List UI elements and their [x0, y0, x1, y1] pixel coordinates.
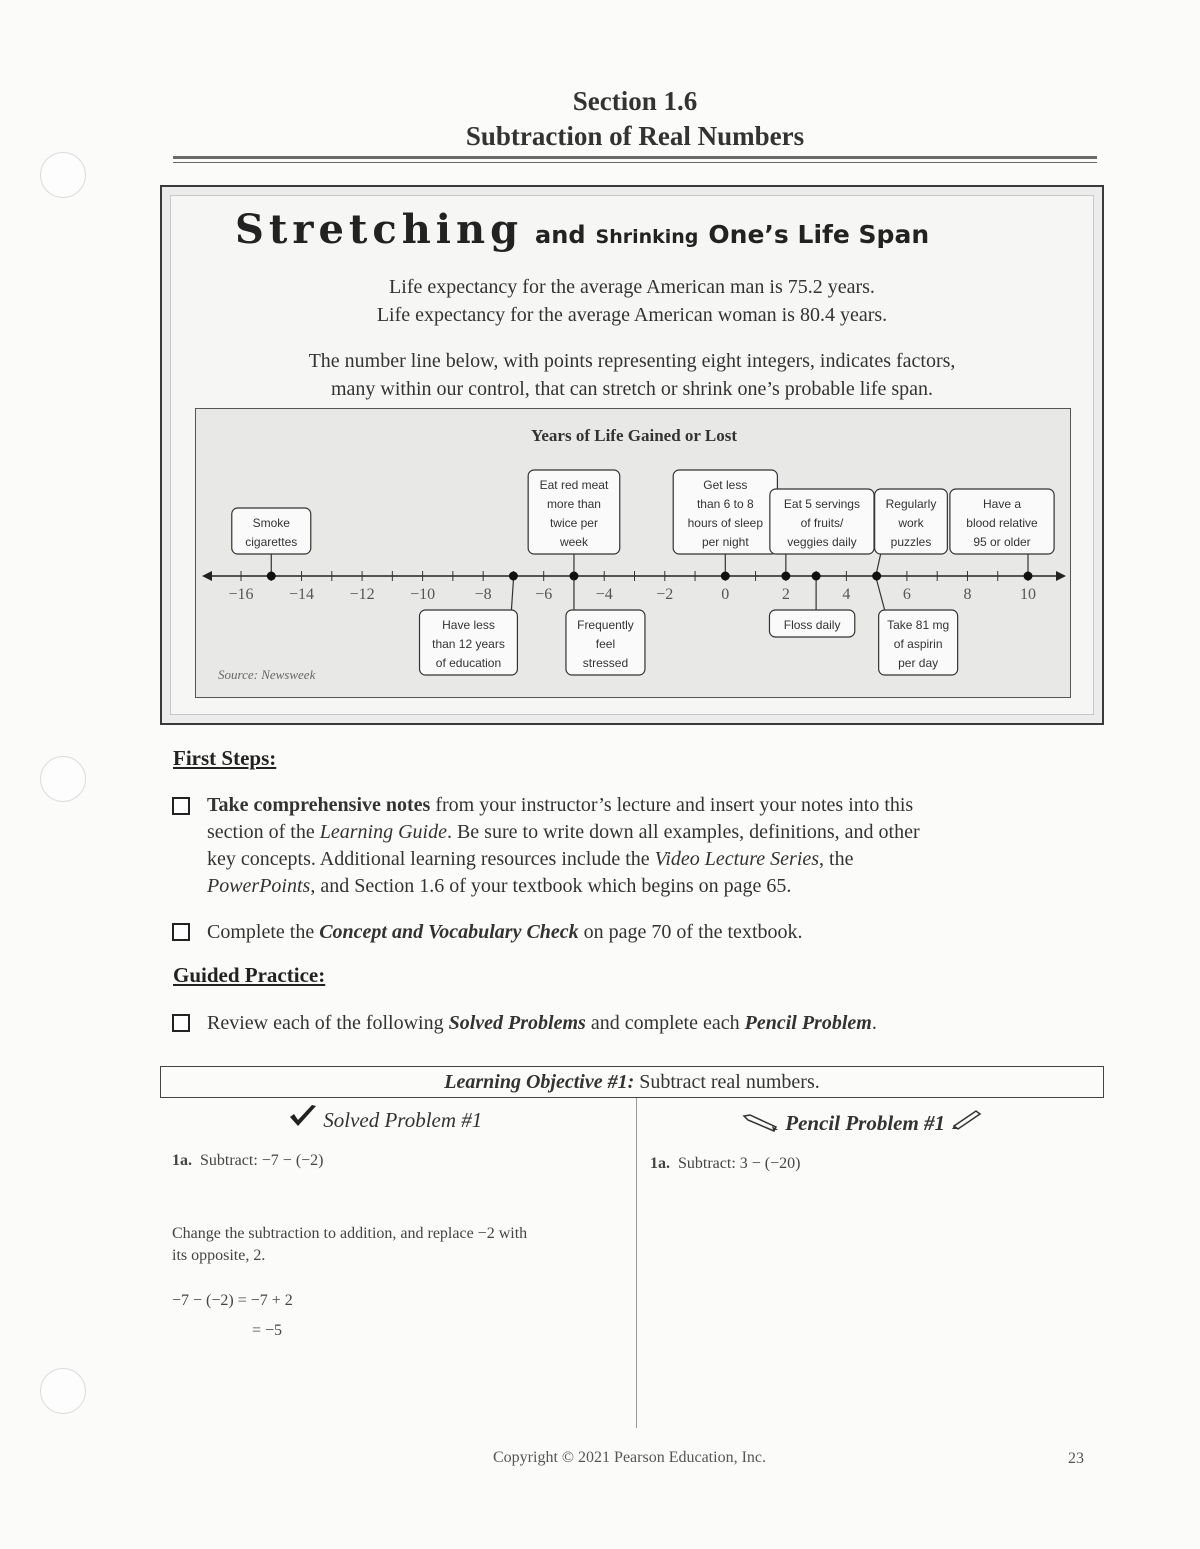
tick-label: 0 [721, 586, 730, 603]
learning-objective-bar [160, 1066, 1104, 1098]
checkbox-take-notes[interactable] [172, 797, 190, 815]
callout-text: hours of sleep [687, 516, 764, 530]
checkmark-icon [288, 1104, 318, 1130]
chart-source: Source: Newsweek [218, 667, 316, 682]
data-point [812, 572, 821, 581]
callout-pointer [877, 580, 885, 610]
data-point [267, 572, 276, 581]
pencil-problem-ref: Pencil Problem [744, 1012, 872, 1034]
punch-hole-bottom [40, 1368, 86, 1414]
callout-text: per day [898, 656, 939, 670]
callout-text: of fruits/ [800, 516, 844, 530]
section-title: Section 1.6 [572, 86, 698, 116]
section-subtitle: Subtraction of Real Numbers [465, 121, 805, 151]
number-line-svg [196, 409, 1072, 699]
tick-label: 6 [902, 586, 911, 603]
callout-text: feel [595, 637, 616, 651]
tick-label: 2 [781, 586, 790, 603]
tick-label: −8 [474, 586, 492, 603]
solved-work-line-1: −7 − (−2) = −7 + 2 [172, 1292, 293, 1309]
checkbox-concept-check[interactable] [172, 923, 190, 941]
callout-0 [232, 508, 311, 572]
callout-text: than 6 to 8 [696, 497, 754, 511]
feature-title-stretching: Stretching [235, 206, 524, 253]
learning-objective-text: Subtract real numbers. [634, 1071, 820, 1093]
callout-text: per night [701, 535, 749, 549]
take-notes-text-2: section of the [207, 821, 320, 843]
pencil-question-label: 1a. [650, 1155, 670, 1172]
data-point [781, 572, 790, 581]
copyright-notice: Copyright © 2021 Pearson Education, Inc. [493, 1449, 766, 1466]
tick-label: −12 [349, 586, 375, 603]
take-notes-text-6: , and Section 1.6 of your textbook which begins on page 65. [310, 875, 792, 897]
feature-title [235, 206, 929, 253]
page-number: 23 [1068, 1450, 1084, 1467]
callout-text: than 12 years [432, 637, 505, 651]
tick-label: −10 [410, 586, 436, 603]
video-lecture-ref: Video Lecture Series [654, 848, 820, 870]
punch-hole-top [40, 152, 86, 198]
title-rule-thick [173, 156, 1097, 159]
solved-problem-header [288, 1104, 482, 1133]
data-point [721, 572, 730, 581]
callout-text: blood relative [966, 516, 1038, 530]
data-point [872, 572, 881, 581]
data-point [1024, 572, 1033, 581]
solved-work-line-2: = −5 [252, 1322, 283, 1339]
data-point [509, 572, 518, 581]
data-point [569, 572, 578, 581]
callout-text: of education [435, 656, 502, 670]
feature-line-men: Life expectancy for the average American man is 75.2 years. [389, 276, 875, 298]
concept-check-text-1: Complete the [207, 921, 320, 943]
solved-problems-ref: Solved Problems [448, 1012, 586, 1034]
concept-check-text [207, 919, 1067, 946]
axis-left-arrow [202, 571, 212, 581]
callout-text: Have a [982, 497, 1022, 511]
take-notes-text-3: . Be sure to write down all examples, definitions, and other [446, 821, 920, 843]
feature-line-women: Life expectancy for the average American woman is 80.4 years. [376, 304, 888, 326]
callout-text: Regularly [885, 497, 937, 511]
pencil-question-text: Subtract: 3 − (−20) [678, 1155, 801, 1172]
callout-pointer [511, 580, 513, 610]
pencil-question [650, 1155, 800, 1173]
callout-text: puzzles [890, 535, 932, 549]
callout-text: Eat 5 servings [783, 497, 860, 511]
callout-text: Get less [703, 478, 748, 492]
callout-text: of aspirin [893, 637, 943, 651]
table-column-divider [636, 1098, 637, 1428]
callout-5 [770, 489, 874, 572]
pencil-problem-title: Pencil Problem #1 [785, 1111, 946, 1135]
callout-2 [528, 470, 620, 572]
take-notes-text [207, 792, 1067, 900]
tick-label: −4 [595, 586, 613, 603]
number-line-chart [195, 408, 1071, 698]
review-text-1: Review each of the following [207, 1012, 449, 1034]
concept-check-ref: Concept and Vocabulary Check [319, 921, 579, 943]
axis-right-arrow [1056, 571, 1066, 581]
powerpoints-ref: PowerPoints [207, 875, 311, 897]
title-rule-thin [173, 162, 1097, 163]
pencil-left-icon [742, 1114, 780, 1132]
callout-pointer [877, 554, 881, 572]
callout-text: more than [546, 497, 601, 511]
tick-label: −6 [535, 586, 553, 603]
callout-text: week [559, 535, 588, 549]
take-notes-text-4: key concepts. Additional learning resources include the [207, 848, 655, 870]
feature-title-life-span: One’s Life Span [708, 220, 930, 249]
pencil-right-icon [950, 1108, 982, 1130]
feature-line-intro-1: The number line below, with points representing eight integers, indicates factors, [308, 350, 956, 372]
chart-title: Years of Life Gained or Lost [530, 426, 738, 445]
callout-text: Take 81 mg [887, 618, 950, 632]
callout-text: 95 or older [973, 535, 1031, 549]
tick-label: 10 [1020, 586, 1036, 603]
solved-question [172, 1152, 324, 1170]
callout-8 [877, 580, 958, 675]
feature-title-and: and [535, 221, 586, 249]
callout-7 [875, 489, 948, 572]
callout-text: veggies daily [787, 535, 857, 549]
solved-explanation-2: its opposite, 2. [172, 1247, 266, 1264]
punch-hole-middle [40, 756, 86, 802]
callout-text: work [898, 516, 924, 530]
callout-text: Have less [442, 618, 495, 632]
review-text-3: . [871, 1012, 877, 1034]
solved-question-label: 1a. [172, 1152, 192, 1169]
solved-explanation-1: Change the subtraction to addition, and replace −2 with [172, 1225, 528, 1242]
take-notes-bold: Take comprehensive notes [207, 794, 431, 816]
learning-guide-ref: Learning Guide [319, 821, 447, 843]
callout-text: Eat red meat [539, 478, 609, 492]
guided-practice-heading: Guided Practice: [173, 963, 326, 987]
concept-check-text-2: on page 70 of the textbook. [578, 921, 803, 943]
callout-text: stressed [582, 656, 629, 670]
learning-objective-label: Learning Objective #1: [444, 1071, 635, 1093]
tick-label: −14 [289, 586, 315, 603]
callout-text: twice per [549, 516, 598, 530]
tick-label: 8 [963, 586, 972, 603]
tick-label: 4 [842, 586, 851, 603]
callout-9 [950, 489, 1054, 572]
solved-problem-title: Solved Problem #1 [323, 1108, 483, 1132]
callout-text: Floss daily [783, 618, 841, 632]
first-steps-heading: First Steps: [173, 746, 277, 770]
callout-text: Smoke [252, 516, 290, 530]
feature-title-shrinking: Shrinking [595, 226, 699, 248]
callout-text: cigarettes [245, 535, 298, 549]
tick-label: −2 [656, 586, 674, 603]
callout-4 [673, 470, 777, 572]
take-notes-text-1: from your instructor’s lecture and insert your notes into this [430, 794, 914, 816]
take-notes-text-5: , the [819, 848, 854, 870]
tick-label: −16 [228, 586, 254, 603]
review-problems-text [207, 1010, 1067, 1037]
feature-line-intro-2: many within our control, that can stretch or shrink one’s probable life span. [330, 378, 934, 400]
pencil-problem-header [742, 1108, 982, 1136]
solved-question-text: Subtract: −7 − (−2) [200, 1152, 324, 1169]
checkbox-review-problems[interactable] [172, 1014, 190, 1032]
review-text-2: and complete each [585, 1012, 745, 1034]
callout-text: Frequently [577, 618, 634, 632]
